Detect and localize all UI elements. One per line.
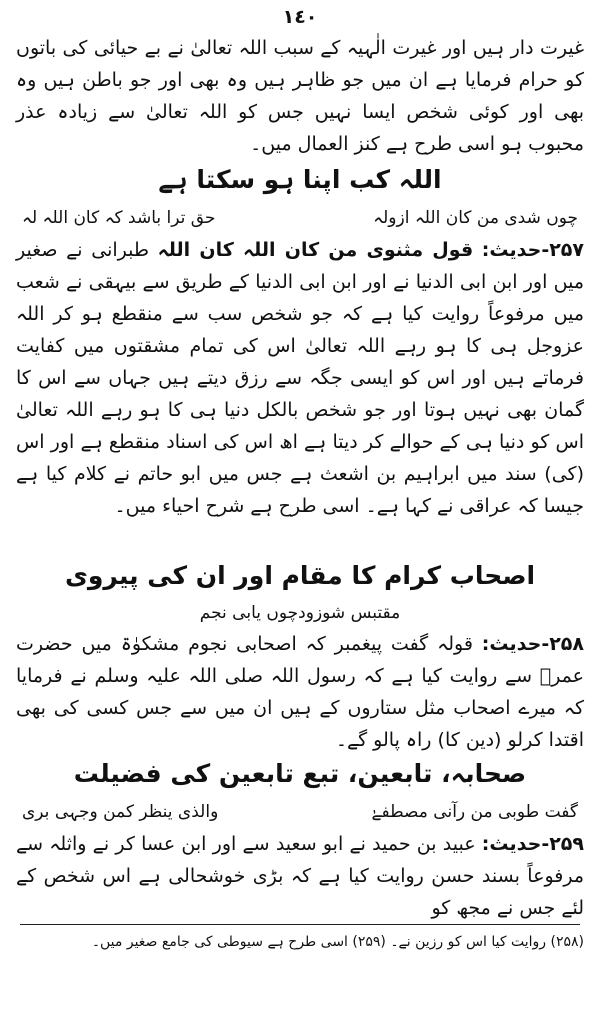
paragraph-intro (16, 32, 584, 160)
hadith-number: ۲۵۸- (541, 633, 584, 655)
section-heading-3 (16, 754, 584, 796)
paragraph-text: غیرت دار ہیں اور غیرت الٰہیہ کے سبب اللہ تعالیٰ نے بے حیائی کی باتوں کو حرام فرمایا ہے ان میں جو ظاہر ہیں وہ بھی اور جو باطن ہیں وہ بھی اور کوئی شخص ایسا نہیں جس کو اللہ تعالیٰ سے زیادہ عذر محبوب ہو اسی طرح ہے کنز العمال میں۔ (16, 37, 584, 155)
hadith-257 (16, 234, 584, 556)
hadith-quote: قول مثنوی من کان اللہ کان اللہ (157, 239, 474, 261)
verse-left: حق ترا باشد کہ کان اللہ لہ (22, 208, 216, 228)
hadith-label: حدیث: (481, 239, 542, 261)
hadith-text: عبید بن حمید نے ابو سعید سے اور ابن عسا کر نے واثلہ سے مرفوعاً بسند حسن روایت کیا ہے کہ بڑی خوشحالی ہے اس شخص کے لئے جس نے مجھ کو (16, 833, 584, 919)
heading-text: اللہ کب اپنا ہو سکتا ہے (158, 165, 442, 194)
verse-line-2: مقتبس شوزودچوں یابی نجم (199, 603, 401, 623)
heading-text: صحابہ، تابعین، تبع تابعین کی فضیلت (73, 759, 527, 788)
verse-right: چوں شدی من کان اللہ ازولہ (373, 208, 578, 228)
verse-right: گفت طوبی من رآنی مصطفےٰ (371, 802, 578, 822)
verse-couplet-1 (16, 202, 584, 234)
section-heading-2 (16, 556, 584, 598)
hadith-number: ۲۵۷- (541, 239, 584, 261)
hadith-258 (16, 628, 584, 754)
hadith-paragraph (16, 234, 584, 522)
hadith-259 (16, 828, 584, 924)
footnote: (۲۵۸) روایت کیا اس کو رزین نے۔ (۲۵۹) اسی طرح ہے سیوطی کی جامع صغیر میں۔ (91, 934, 584, 950)
verse-couplet-3 (16, 796, 584, 828)
section-heading-1 (16, 160, 584, 202)
verse-left: والذی ینظر کمن وجہی بری (22, 802, 219, 822)
hadith-text: طبرانی نے صغیر میں اور ابن ابی الدنیا نے اور ابن ابی الدنیا کے طریق سے بیہقی نے شعب میں مرفوعاً روایت کیا ہے کہ جو شخص سب سے منقطع ہو کر اللہ عزوجل ہی کا ہو رہے اللہ تعالیٰ اس کی تمام مشقتوں میں کفایت فرماتے ہیں اور اس کو ایسی جگہ سے رزق دیتے ہیں جہاں سے اس کا گمان بھی نہیں ہوتا اور جو شخص بالکل دنیا ہی کا ہو رہے اللہ تعالیٰ اس کو دنیا ہی کے حوالے کر دیتا ہے اھ اس کی اسناد منقطع ہے اور اس (کی) سند میں ابراہیم بن اشعث ہے جس میں ابو حاتم نے کلام کیا ہے جیسا کہ عراقی نے کہا ہے۔ اسی طرح ہے شرح احیاء میں۔ (16, 239, 584, 517)
hadith-text: قولہ گفت پیغمبر کہ اصحابی نجوم مشکوٰۃ میں حضرت عمرؓ سے روایت کیا ہے کہ رسول اللہ صلی اللہ علیہ وسلم نے فرمایا کہ میرے اصحاب مثل ستاروں کے ہیں ان میں سے جس کسی کی بھی اقتدا کرلو (دین کا) راہ پالو گے۔ (16, 633, 584, 751)
hadith-label: حدیث: (481, 633, 542, 655)
hadith-paragraph (16, 828, 584, 924)
heading-text: اصحاب کرام کا مقام اور ان کی پیروی (64, 561, 536, 590)
page-number: ١٤٠ (282, 6, 318, 28)
hadith-paragraph (16, 628, 584, 756)
hadith-label: حدیث: (481, 833, 542, 855)
hadith-number: ۲۵۹- (541, 833, 584, 855)
